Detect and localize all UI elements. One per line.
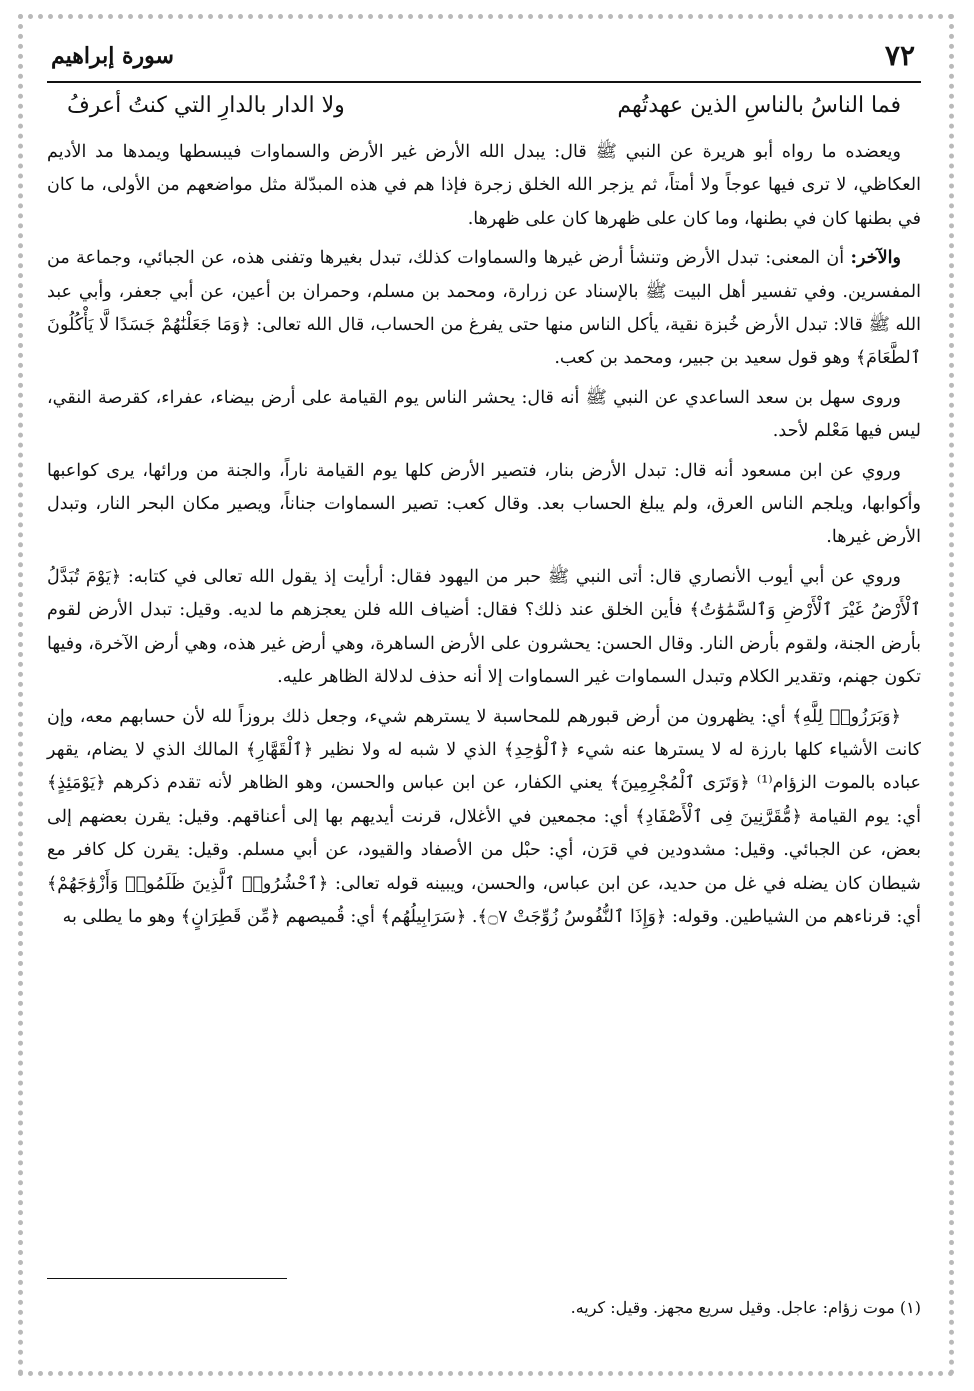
page-header [47,37,921,79]
poetry-verse [47,79,921,135]
paragraph [47,454,921,555]
surah-title: سورة إبراهيم [51,43,174,69]
paragraph-lead: والآخر: [850,247,901,269]
page-content [47,37,921,1357]
verse-right-hemistich: فما الناسُ بالناسِ الذين عهدتُهم [617,93,901,118]
page-number: ٧٢ [884,39,915,72]
paragraph [47,241,921,376]
main-text [47,135,921,934]
page-frame [18,14,954,1376]
paragraph [47,560,921,695]
header-rule [47,81,921,83]
footnote-rule [47,1278,287,1279]
paragraph [47,381,921,449]
paragraph-text: ويعضده ما رواه أبو هريرة عن النبي ﷺ قال: يبدل الله الأرض غير الأرض والسماوات فيبسطها ويمدها مد الأديم العكاظي، لا ترى فيها عوجاً ولا أمتاً، ثم يزجر الله الخلق زجرة فإذا هم في هذه المبدّلة مثل مواضعهم من الأولى، ما كان في بطنها كان في بطنها، وما كان على ظهرها كان على ظهرها. [47,142,921,229]
paragraph-text: وروى سهل بن سعد الساعدي عن النبي ﷺ أنه قال: يحشر الناس يوم القيامة على أرض بيضاء، عفراء، كقرصة النقي، ليس فيها مَعْلم لأحد. [47,387,921,442]
footnote-marker: (١) [899,1298,921,1317]
footnote [47,1298,921,1317]
paragraph [47,700,921,935]
paragraph-text: ﴿وَبَرَزُوا۟ لِلَّهِ﴾ أي: يظهرون من أرض قبورهم للمحاسبة لا يسترهم شيء، وجعل ذلك بروزاً لله لأن حسابهم معه، وإن كانت الأشياء كلها بارزة له لا يسترها عنه شيء ﴿ٱلْوَٰحِدِ﴾ الذي لا شبه له ولا نظير ﴿ٱلْقَهَّارِ﴾ المالك الذي لا يضام، يقهر عباده بالموت الزؤام⁽¹⁾ ﴿وَتَرَى ٱلْمُجْرِمِينَ﴾ يعني الكفار، عن ابن عباس والحسن، وهو الظاهر لأنه تقدم ذكرهم ﴿يَوْمَئِذٍ﴾ أي: يوم القيامة ﴿مُّقَرَّنِينَ فِى ٱلْأَصْفَادِ﴾ أي: مجمعين في الأغلال، قرنت أيديهم بها إلى أعناقهم. وقيل: يقرن بعضهم إلى بعض، عن الجبائي. وقيل: مشدودين في قرَن، أي: حبْل من الأصفاد والقيود، عن أبي مسلم. وقيل: يقرن كل كافر مع شيطان كان يضله في غل من حديد، عن ابن عباس، والحسن، ويبينه قوله تعالى: ﴿ٱحْشُرُوا۟ ٱلَّذِينَ ظَلَمُوا۟ وَأَزْوَٰجَهُمْ﴾ أي: قرناءهم من الشياطين. وقوله: ﴿وَإِذَا ٱلنُّفُوسُ زُوِّجَتْ ۝٧﴾. ﴿سَرَابِيلُهُم﴾ أي: قُميصهم ﴿مِّن قَطِرَانٍ﴾ وهو ما يطلى به [47,706,921,927]
paragraph-text: أن المعنى: تبدل الأرض وتنشأ أرض غيرها والسماوات كذلك، تبدل بغيرها وتفنى هذه، عن الجبائي، وجماعة من المفسرين. وفي تفسير أهل البيت ﷺ بالإسناد عن زرارة، ومحمد بن مسلم، وحمران بن أعين، عن أبي جعفر، وأبي عبد الله ﷺ قالا: تبدل الأرض خُبزة نقية، يأكل الناس منها حتى يفرغ من الحساب، قال الله تعالى: ﴿وَمَا جَعَلْنَٰهُمْ جَسَدًا لَّا يَأْكُلُونَ ٱلطَّعَامَ﴾ وهو قول سعيد بن جبير، ومحمد بن كعب. [47,248,921,369]
paragraph-text: وروي عن ابن مسعود أنه قال: تبدل الأرض بنار، فتصير الأرض كلها يوم القيامة ناراً، والجنة من ورائها، يرى كواعبها وأكوابها، ويلجم الناس العرق، ولم يبلغ الحساب بعد. وقال كعب: تصير السماوات جناناً، ويصير مكان البحر النار، وتبدل الأرض غيرها. [47,460,921,548]
footnote-text: موت زؤام: عاجل. وقيل سريع مجهز. وقيل: كريه. [570,1298,895,1317]
verse-left-hemistich: ولا الدار بالدارِ التي كنتُ أعرفُ [67,93,345,118]
paragraph-text: وروي عن أبي أيوب الأنصاري قال: أتى النبي ﷺ حبر من اليهود فقال: أرأيت إذ يقول الله تعالى في كتابه: ﴿يَوْمَ تُبَدَّلُ ٱلْأَرْضُ غَيْرَ ٱلْأَرْضِ وَٱلسَّمَٰوَٰتُ﴾ فأين الخلق عند ذلك؟ فقال: أضياف الله فلن يعجزهم ما لديه. وقيل: تبدل الأرض لقوم بأرض الجنة، ولقوم بأرض النار. وقال الحسن: يحشرون على الأرض الساهرة، وهي أرض غير هذه، وهي أرض الآخرة، وفيها تكون جهنم، وتقدير الكلام وتبدل السماوات غير السماوات إلا أنه حذف لدلالة الظاهر عليه. [47,566,921,688]
paragraph [47,135,921,236]
